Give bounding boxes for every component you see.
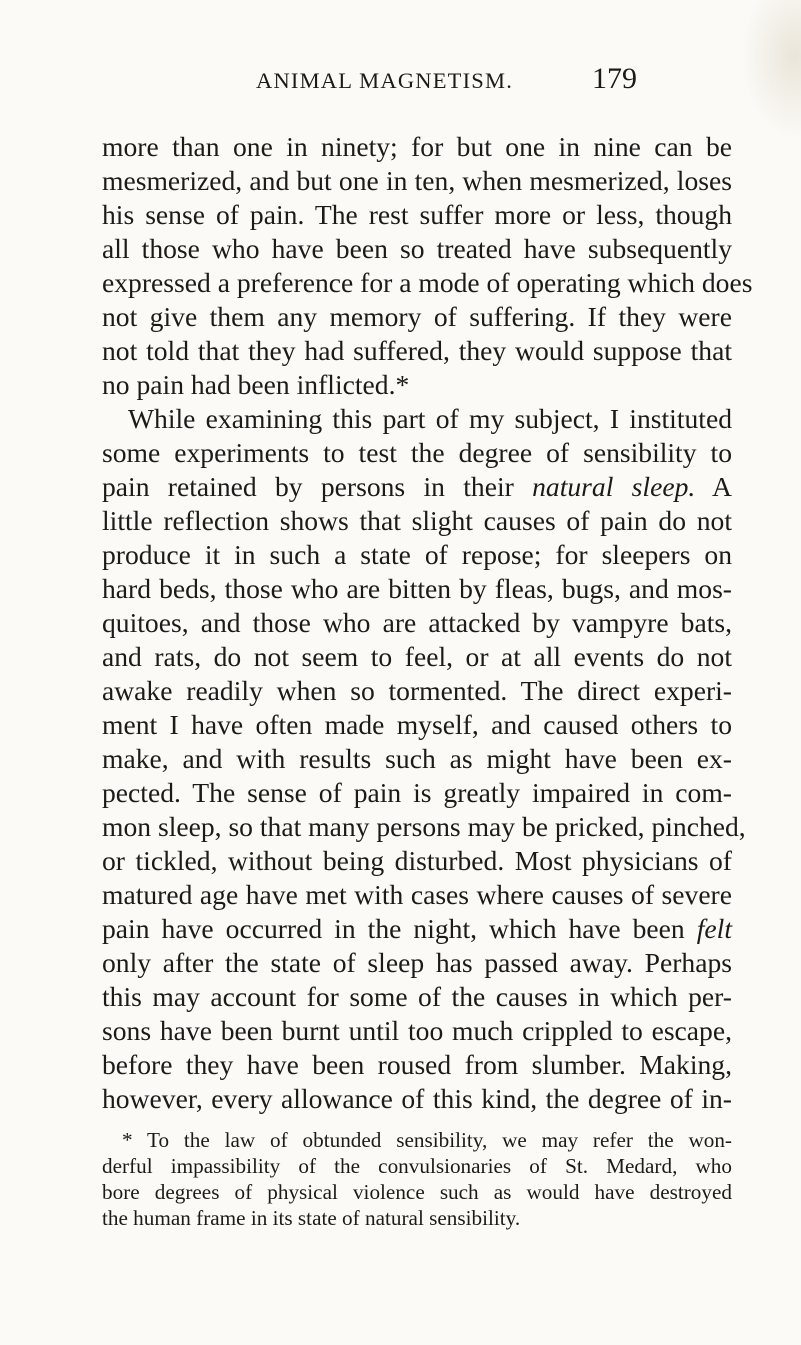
body-line: expressed a preference for a mode of operating which does [102,267,753,298]
body-line: produce it in such a state of repose; for sleepers on [102,539,732,570]
body-line: not told that they had suffered, they would suppose that [102,335,732,366]
footnote-line: bore degrees of physical violence such as would have destroyed [102,1180,732,1204]
body-line: all those who have been so treated have subsequently [102,233,732,264]
body-line: this may account for some of the causes in which per- [102,981,732,1012]
body-line: While examining this part of my subject, I instituted [128,403,732,434]
body-line: before they have been roused from slumber. Making, [102,1049,732,1080]
body-line: some experiments to test the degree of sensibility to [102,437,732,468]
page-number: 179 [592,62,637,95]
body-text-run: A [695,471,732,502]
body-line: pected. The sense of pain is greatly impaired in com- [102,777,732,808]
italic-phrase: natural sleep. [532,471,696,502]
body-line [102,912,732,946]
body-line: more than one in ninety; for but one in nine can be [102,131,732,162]
body-line: hard beds, those who are bitten by fleas, bugs, and mos- [102,573,732,604]
body-line: matured age have met with cases where causes of severe [102,879,732,910]
body-line: sons have been burnt until too much crippled to escape, [102,1015,732,1046]
body-line: little reflection shows that slight causes of pain do not [102,505,732,536]
italic-word: felt [696,913,732,944]
body-line: only after the state of sleep has passed away. Perhaps [102,947,732,978]
footnote-line: derful impassibility of the convulsionaries of St. Medard, who [102,1154,732,1178]
body-line: his sense of pain. The rest suffer more or less, though [102,199,732,230]
body-line: mesmerized, and but one in ten, when mesmerized, loses [102,165,732,196]
page-header [0,62,801,102]
body-line: ment I have often made myself, and caused others to [102,709,732,740]
body-line: or tickled, without being disturbed. Most physicians of [102,845,732,876]
body-line: awake readily when so tormented. The direct experi- [102,675,732,706]
body-line: mon sleep, so that many persons may be pricked, pinched, [102,811,746,842]
running-head: ANIMAL MAGNETISM. [256,68,514,93]
body-line: however, every allowance of this kind, the degree of in- [102,1083,732,1114]
body-line: make, and with results such as might have been ex- [102,743,732,774]
body-text-run: pain have occurred in the night, which have been [102,913,697,944]
body-line: and rats, do not seem to feel, or at all events do not [102,641,732,672]
footnote-line: the human frame in its state of natural sensibility. [102,1206,521,1230]
body-line: no pain had been inflicted.* [102,369,410,400]
body-text-run: pain retained by persons in their [102,471,533,502]
body-line: quitoes, and those who are attacked by vampyre bats, [102,607,732,638]
body-line [102,470,732,504]
body-line: not give them any memory of suffering. If they were [102,301,732,332]
footnote-line: * To the law of obtunded sensibility, we may refer the won- [122,1128,732,1152]
